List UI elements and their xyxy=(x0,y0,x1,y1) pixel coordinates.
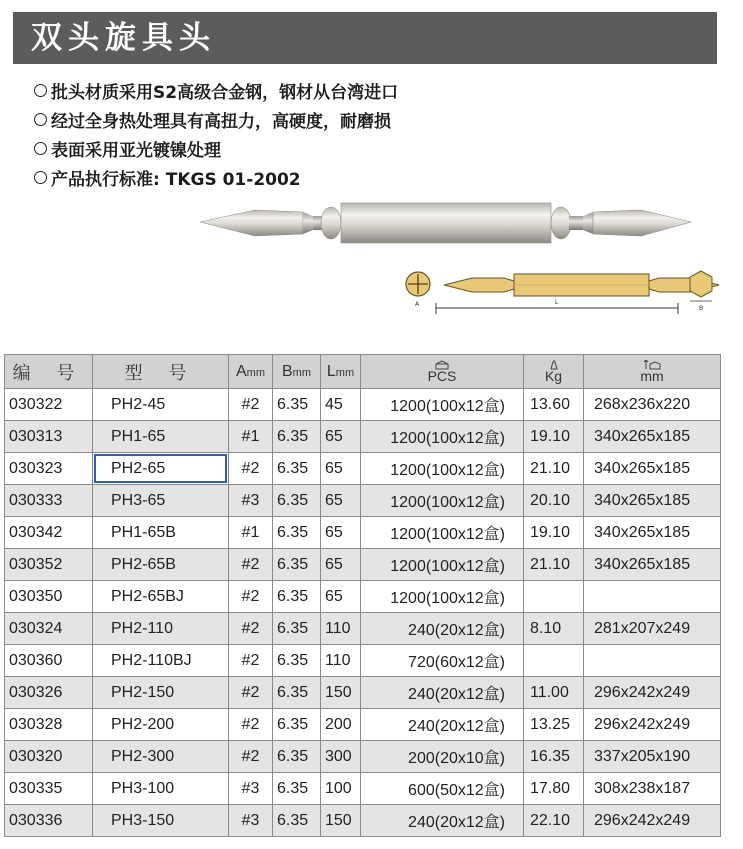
circle-bullet-icon xyxy=(34,113,47,126)
cell-pcs[interactable]: 720(60x12盒) xyxy=(361,645,524,677)
cell-pcs[interactable]: 1200(100x12盒) xyxy=(361,581,524,613)
cell-pcs[interactable]: 200(20x10盒) xyxy=(361,741,524,773)
cell-kg[interactable] xyxy=(524,645,584,677)
cell-model[interactable]: PH2-65 xyxy=(93,453,229,485)
cell-code[interactable]: 030352 xyxy=(5,549,93,581)
col-header-size[interactable]: mm xyxy=(584,355,721,389)
cell-l[interactable]: 65 xyxy=(321,421,361,453)
cell-code[interactable]: 030313 xyxy=(5,421,93,453)
cell-kg[interactable]: 19.10 xyxy=(524,517,584,549)
cell-pcs[interactable]: 1200(100x12盒) xyxy=(361,421,524,453)
cell-model[interactable]: PH2-200 xyxy=(93,709,229,741)
cell-b[interactable]: 6.35 xyxy=(273,389,321,421)
cell-model[interactable]: PH2-110 xyxy=(93,613,229,645)
cell-b[interactable]: 6.35 xyxy=(273,453,321,485)
cell-l[interactable]: 45 xyxy=(321,389,361,421)
cell-code[interactable]: 030326 xyxy=(5,677,93,709)
cell-a[interactable]: #3 xyxy=(229,773,273,805)
cell-size[interactable]: 340x265x185 xyxy=(584,549,721,581)
circle-bullet-icon xyxy=(34,84,47,97)
cell-a[interactable]: #2 xyxy=(229,549,273,581)
cell-model[interactable]: PH2-65BJ xyxy=(93,581,229,613)
cell-a[interactable]: #1 xyxy=(229,517,273,549)
label-l: L xyxy=(555,299,559,306)
col-header-code[interactable]: 编 号 xyxy=(5,355,93,389)
cell-a[interactable]: #2 xyxy=(229,645,273,677)
cell-model[interactable]: PH2-65B xyxy=(93,549,229,581)
col-header-b[interactable]: Bmm xyxy=(273,355,321,389)
cell-kg[interactable]: 8.10 xyxy=(524,613,584,645)
cell-a[interactable]: #2 xyxy=(229,453,273,485)
cell-b[interactable]: 6.35 xyxy=(273,517,321,549)
cell-code[interactable]: 030350 xyxy=(5,581,93,613)
cell-code[interactable]: 030320 xyxy=(5,741,93,773)
table-row[interactable] xyxy=(5,773,721,805)
cell-size[interactable] xyxy=(584,645,721,677)
cell-size[interactable]: 308x238x187 xyxy=(584,773,721,805)
cell-l[interactable]: 100 xyxy=(321,773,361,805)
cell-size[interactable]: 268x236x220 xyxy=(584,389,721,421)
cell-code[interactable]: 030323 xyxy=(5,453,93,485)
cell-b[interactable]: 6.35 xyxy=(273,581,321,613)
cell-model[interactable]: PH3-150 xyxy=(93,805,229,837)
cell-code[interactable]: 030342 xyxy=(5,517,93,549)
feature-list xyxy=(34,76,554,192)
cell-pcs[interactable]: 1200(100x12盒) xyxy=(361,453,524,485)
table-row[interactable] xyxy=(5,485,721,517)
cell-l[interactable]: 110 xyxy=(321,645,361,677)
table-row[interactable] xyxy=(5,613,721,645)
cell-l[interactable]: 300 xyxy=(321,741,361,773)
cell-b[interactable]: 6.35 xyxy=(273,805,321,837)
cell-size[interactable]: 337x205x190 xyxy=(584,741,721,773)
cell-pcs[interactable]: 1200(100x12盒) xyxy=(361,517,524,549)
cell-pcs[interactable]: 240(20x12盒) xyxy=(361,709,524,741)
cell-kg[interactable]: 19.10 xyxy=(524,421,584,453)
col-header-pcs[interactable]: PCS xyxy=(361,355,524,389)
cell-l[interactable]: 65 xyxy=(321,453,361,485)
cell-kg[interactable]: 21.10 xyxy=(524,549,584,581)
cell-b[interactable]: 6.35 xyxy=(273,709,321,741)
table-row[interactable] xyxy=(5,453,721,485)
cell-kg[interactable]: 21.10 xyxy=(524,453,584,485)
feature-item xyxy=(34,163,554,192)
cell-b[interactable]: 6.35 xyxy=(273,485,321,517)
table-row[interactable] xyxy=(5,645,721,677)
cell-code[interactable]: 030335 xyxy=(5,773,93,805)
cell-l[interactable]: 110 xyxy=(321,613,361,645)
cell-code[interactable]: 030322 xyxy=(5,389,93,421)
cell-b[interactable]: 6.35 xyxy=(273,773,321,805)
col-header-kg[interactable]: Kg xyxy=(524,355,584,389)
cell-l[interactable]: 65 xyxy=(321,549,361,581)
cell-size[interactable]: 281x207x249 xyxy=(584,613,721,645)
cell-model[interactable]: PH2-150 xyxy=(93,677,229,709)
cell-b[interactable]: 6.35 xyxy=(273,421,321,453)
cell-kg[interactable]: 13.25 xyxy=(524,709,584,741)
cell-model[interactable]: PH2-300 xyxy=(93,741,229,773)
cell-code[interactable]: 030324 xyxy=(5,613,93,645)
cell-b[interactable]: 6.35 xyxy=(273,613,321,645)
col-header-a[interactable]: Amm xyxy=(229,355,273,389)
feature-item xyxy=(34,134,554,163)
cell-size[interactable]: 340x265x185 xyxy=(584,485,721,517)
cell-a[interactable]: #2 xyxy=(229,741,273,773)
col-header-model[interactable]: 型 号 xyxy=(93,355,229,389)
feature-text: 产品执行标准: TKGS 01-2002 xyxy=(51,170,301,190)
cell-code[interactable]: 030360 xyxy=(5,645,93,677)
cell-kg[interactable] xyxy=(524,581,584,613)
cell-pcs[interactable]: 1200(100x12盒) xyxy=(361,485,524,517)
table-row[interactable] xyxy=(5,517,721,549)
cell-l[interactable]: 65 xyxy=(321,581,361,613)
table-header-row xyxy=(5,355,721,389)
table-row[interactable] xyxy=(5,805,721,837)
feature-text: 表面采用亚光镀镍处理 xyxy=(51,141,221,161)
cell-pcs[interactable]: 240(20x12盒) xyxy=(361,805,524,837)
cell-kg[interactable]: 22.10 xyxy=(524,805,584,837)
cell-l[interactable]: 65 xyxy=(321,517,361,549)
feature-item xyxy=(34,76,554,105)
cell-model[interactable]: PH2-110BJ xyxy=(93,645,229,677)
label-b: B xyxy=(699,305,704,312)
cell-kg[interactable]: 13.60 xyxy=(524,389,584,421)
table-row[interactable] xyxy=(5,741,721,773)
cell-size[interactable] xyxy=(584,581,721,613)
cell-kg[interactable]: 11.00 xyxy=(524,677,584,709)
cell-size[interactable]: 296x242x249 xyxy=(584,709,721,741)
circle-bullet-icon xyxy=(34,171,47,184)
cell-l[interactable]: 150 xyxy=(321,805,361,837)
cell-kg[interactable]: 16.35 xyxy=(524,741,584,773)
cell-code[interactable]: 030333 xyxy=(5,485,93,517)
cell-size[interactable]: 296x242x249 xyxy=(584,677,721,709)
bit-photo xyxy=(195,190,695,255)
cell-a[interactable]: #2 xyxy=(229,677,273,709)
cell-b[interactable]: 6.35 xyxy=(273,645,321,677)
circle-bullet-icon xyxy=(34,142,47,155)
bit-diagram xyxy=(404,268,724,334)
table-row[interactable] xyxy=(5,549,721,581)
cell-size[interactable]: 340x265x185 xyxy=(584,453,721,485)
cell-size[interactable]: 340x265x185 xyxy=(584,517,721,549)
tip-end-view-icon xyxy=(406,272,430,296)
cell-model[interactable]: PH3-100 xyxy=(93,773,229,805)
feature-text: 批头材质采用S2高级合金钢，钢材从台湾进口 xyxy=(51,83,399,103)
feature-item xyxy=(34,105,554,134)
col-header-l[interactable]: Lmm xyxy=(321,355,361,389)
page-title: 双头旋具头 xyxy=(13,12,717,64)
cell-b[interactable]: 6.35 xyxy=(273,677,321,709)
table-row[interactable] xyxy=(5,581,721,613)
hex-shank-icon xyxy=(686,268,716,312)
cell-a[interactable]: #2 xyxy=(229,389,273,421)
cell-model[interactable]: PH2-45 xyxy=(93,389,229,421)
table-row[interactable] xyxy=(5,421,721,453)
cell-b[interactable]: 6.35 xyxy=(273,741,321,773)
cell-pcs[interactable]: 1200(100x12盒) xyxy=(361,389,524,421)
cell-pcs[interactable]: 600(50x12盒) xyxy=(361,773,524,805)
cell-l[interactable]: 150 xyxy=(321,677,361,709)
cell-l[interactable]: 200 xyxy=(321,709,361,741)
cell-a[interactable]: #3 xyxy=(229,485,273,517)
table-row[interactable] xyxy=(5,389,721,421)
feature-text: 经过全身热处理具有高扭力，高硬度，耐磨损 xyxy=(51,112,391,132)
table-row[interactable] xyxy=(5,677,721,709)
cell-size[interactable]: 340x265x185 xyxy=(584,421,721,453)
cell-pcs[interactable]: 240(20x12盒) xyxy=(361,677,524,709)
cell-kg[interactable]: 20.10 xyxy=(524,485,584,517)
cell-model[interactable]: PH3-65 xyxy=(93,485,229,517)
cell-code[interactable]: 030336 xyxy=(5,805,93,837)
cell-code[interactable]: 030328 xyxy=(5,709,93,741)
cell-a[interactable]: #2 xyxy=(229,581,273,613)
cell-a[interactable]: #2 xyxy=(229,709,273,741)
spec-table xyxy=(4,354,721,837)
cell-kg[interactable]: 17.80 xyxy=(524,773,584,805)
cell-pcs[interactable]: 240(20x12盒) xyxy=(361,613,524,645)
label-a: A xyxy=(415,301,420,308)
cell-pcs[interactable]: 1200(100x12盒) xyxy=(361,549,524,581)
cell-size[interactable]: 296x242x249 xyxy=(584,805,721,837)
cell-model[interactable]: PH1-65 xyxy=(93,421,229,453)
cell-a[interactable]: #2 xyxy=(229,613,273,645)
table-row[interactable] xyxy=(5,709,721,741)
cell-l[interactable]: 65 xyxy=(321,485,361,517)
cell-a[interactable]: #1 xyxy=(229,421,273,453)
cell-model[interactable]: PH1-65B xyxy=(93,517,229,549)
cell-a[interactable]: #3 xyxy=(229,805,273,837)
cell-b[interactable]: 6.35 xyxy=(273,549,321,581)
